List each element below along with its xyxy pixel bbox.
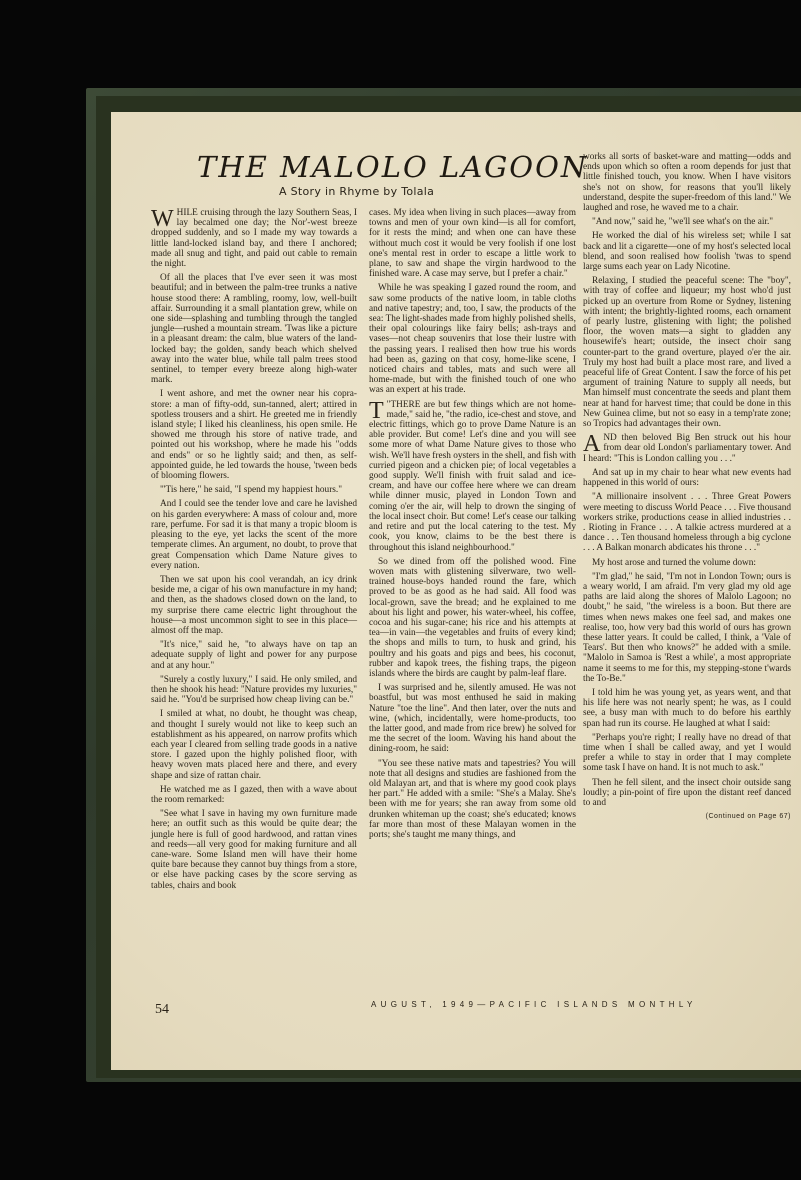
paragraph-text: While he was speaking I gazed round the room, and saw some products of the native loom, in table cloths and native tapestry; and, too, I saw, the products of the sea: The light-shades made from highly polished shells, their opal colourings like fairy bells; ash-trays and vases—not cheap souvenirs that lose their lustre with the passing years. I realised then how true his words had been as, gazing on that cosy, home-like scene, I noticed chairs and tables, mats and such were all home-made, but with the finished touch of one who was an expert at his trade. bbox=[369, 283, 576, 396]
paragraph bbox=[369, 397, 577, 553]
paragraph bbox=[151, 485, 357, 495]
paragraph-text: Of all the places that I've ever seen it was most beautiful; and in between the palm-tree trunks a native house stood there: A rambling, roomy, low, well-built affair. Surrounding it a small plantation grew, while on one side—splashing and tumbling through the tangled jungle—rushed a mountain stream. 'Twas like a picture in a pleasant dream: the calm, blue waters of the land-locked bay; the golden, sandy beach which shelved away into the water blue, while tall palm trees stood sentinel, to temper every breeze along high-water mark. bbox=[151, 273, 357, 386]
paragraph bbox=[369, 759, 576, 841]
magazine-page bbox=[111, 112, 801, 1070]
paragraph bbox=[151, 575, 357, 636]
paragraph bbox=[151, 675, 357, 706]
paragraph-text: "It's nice," said he, "to always have on tap an adequate supply of light and power for any purpose and at any hour." bbox=[151, 640, 357, 671]
continued-note: (Continued on Page 67) bbox=[705, 813, 791, 821]
paragraph-text: I was surprised and he, silently amused. He was not boastful, but was most enthused he said in making Nature "toe the line". And then later, over the nuts and wine, (which, incidentally, were home-products, too the latter good, and made from rice brew) he solved for me the secret of the loom. Waving his hand about the dining-room, he said: bbox=[369, 683, 576, 755]
paragraph bbox=[151, 640, 357, 671]
paragraph-text: "See what I save in having my own furniture made here; an outfit such as this would be quite dear; the jungle here is full of good hardwood, and rattan vines and reeds—all very good for making furniture and all cane-ware. Some Island men will have their home quite bare because they cannot buy things from a store, or else have packing cases by the score serving as tables, chairs and book bbox=[151, 809, 357, 891]
paragraph-text: He watched me as I gazed, then with a wave about the room remarked: bbox=[151, 784, 357, 805]
article-subtitle: A Story in Rhyme by Tolala bbox=[279, 185, 435, 198]
paragraph-text: My host arose and turned the volume down: bbox=[592, 557, 756, 568]
paragraph-text: "Surely a costly luxury," I said. He only smiled, and then he shook his head: "Nature provides my luxuries," said he. "You'd be surprised how cheap living can be." bbox=[151, 674, 357, 706]
article-title: THE MALOLO LAGOON bbox=[197, 150, 589, 184]
page-number: 54 bbox=[155, 1002, 169, 1017]
paragraph bbox=[151, 389, 357, 481]
paragraph bbox=[369, 283, 576, 395]
paragraph-text: And I could see the tender love and care he lavished on his garden everywhere: A mass of colour and, more rare, perfume. For sad it is that many a tropic bloom is pleasing to the eye, yet lacks the scent of the more temperate climes. An argument, no doubt, to prove that great Compensation which Dame Nature gives to every nation. bbox=[151, 499, 357, 571]
paragraph-text: Then he fell silent, and the insect choir outside sang loudly; a pin-point of fire upon the distant reef danced to and bbox=[583, 777, 791, 808]
paragraph bbox=[151, 499, 357, 570]
paragraph-text: "A millionaire insolvent . . . Three Great Powers were meeting to discuss World Peace . . . Five thousand workers strike, productions cease in allied industries . . . Rioting in France . . . A talkie actress murdered at a dance . . . Ten thousand homeless through a big cyclone . . . A Balkan monarch abdicates his throne . . ." bbox=[583, 492, 791, 554]
paragraph-text: I smiled at what, no doubt, he thought was cheap, and thought I surely would not like to keep such an establishment as his appeared, on narrow profits which each year I cleared from selling trade goods in a native store. I gazed upon the highly polished floor, with heavy woven mats placed here and there, and every shape and size of rattan chair. bbox=[151, 709, 357, 781]
text-column-1 bbox=[151, 208, 357, 994]
paragraph bbox=[583, 468, 791, 488]
paragraph bbox=[151, 208, 357, 269]
paragraph-text: He worked the dial of his wireless set; while I sat back and lit a cigarette—one of my host's selected local blend, and soon realised how foolish 'twas to spend large sums each year on Lady Nicotine. bbox=[583, 231, 791, 273]
drop-cap: W bbox=[151, 206, 174, 232]
running-footer: AUGUST, 1949—PACIFIC ISLANDS MONTHLY bbox=[371, 1000, 697, 1009]
paragraph bbox=[583, 778, 791, 809]
drop-cap: A bbox=[583, 431, 601, 458]
paragraph bbox=[583, 231, 791, 272]
paragraph bbox=[583, 433, 791, 464]
paragraph bbox=[583, 688, 791, 729]
paragraph-text: "And now," said he, "we'll see what's on the air." bbox=[592, 217, 774, 228]
paragraph bbox=[369, 557, 576, 679]
paragraph bbox=[583, 558, 791, 568]
paragraph bbox=[583, 152, 791, 213]
drop-cap: T bbox=[369, 397, 384, 424]
paragraph-text: "'Tis here," he said, "I spend my happiest hours." bbox=[160, 485, 343, 496]
paragraph-text: Relaxing, I studied the peaceful scene: The "boy", with tray of coffee and liqueur; my host who'd just picked up an overture from Rome or Sydney, listening with intent; the brightly-lighted rooms, each ornament of pearly lustre, glistening with light; the polished floor, the woven mats—a sight to gladden any housewife's heart; outside, the insect choir sang counter-part to the grand overture, played o'er the air. Truly my host had built a place most rare, and lived a peaceful life of Great Content. I saw the force of his pet argument of training Nature to supply all needs, but Man himself must concentrate the seeds and plant them near at hand for harvest time; that could be done in this New Guinea clime, but not so easy in a temp'rate zone; so Tropics had advantages their own. bbox=[583, 276, 791, 430]
text-column-3 bbox=[583, 152, 791, 997]
paragraph bbox=[151, 785, 357, 805]
paragraph bbox=[151, 709, 357, 780]
paragraph-text: HILE cruising through the lazy Southern Seas, I lay becalmed one day; the Nor'-west breeze dropped suddenly, and so I made my way towards a little land-locked island bay, and there I anchored; made all snug and tight, and paid out cable to remain the night. bbox=[151, 208, 357, 270]
paragraph bbox=[583, 733, 791, 774]
paragraph-text: "I'm glad," he said, "I'm not in London Town; ours is a weary world, I am afraid. I'm very glad my old age paths are laid along the shores of Malolo Lagoon; no doubt," he said, "the wireless is a boon. But there are times when news makes one feel sad, and makes one realise, too, how very bad this world of ours has grown these latter years. It could be called, I think, a 'Vale of Tears'. But then who knows?" he added with a smile. "Malolo in Samoa is 'Rest a while', a most appropriate name it seems to me for this, my stepping-stone t'wards the To-Be." bbox=[583, 571, 791, 684]
paragraph bbox=[151, 273, 357, 385]
paragraph-text: ND then beloved Big Ben struck out his hour from dear old London's parliamentary tower. And I heard: "This is London calling you . . ." bbox=[583, 433, 791, 464]
paragraph-text: I told him he was young yet, as years went, and that his life here was not nearly spent; he was, as I could see, a busy man with much to do before his earthly span had run its course. He laughed at what I said: bbox=[583, 687, 791, 729]
paragraph bbox=[369, 208, 576, 279]
paragraph-text: "THERE are but few things which are not home-made," said he, "the radio, ice-chest and stove, and electric fittings, which go to prove Dame Nature is an able provider. But come! Let's dine and you will see some more of what Dame Nature gives to those who wish. We'll have fresh oysters in the shell, and fish with curried pigeon and a chicken pie; of local vegetables a good supply. We'll finish with fruit salad and ice-cream, and have our coffee here where we can dream while dinner music, played in London Town and coming o'er the air, will help to drown the singing of the local insect choir. But come! Let's cease our talking and retire and put the local catering to the test. My cook, you know, claims to be the best there is throughout this island neighbourhood." bbox=[369, 399, 577, 553]
paragraph bbox=[583, 492, 791, 553]
paragraph-text: "You see these native mats and tapestries? You will note that all designs and studies are fashioned from the old Malayan art, and that is where my good cook plays her part." He added with a smile: "She's a Malay. She's been with me for years; she ran away from some old drunken whiteman up the coast; she's educated; knows far more than most of these Malayan women in the ports; she's taught me many things, and bbox=[369, 758, 576, 840]
paragraph bbox=[583, 217, 791, 227]
paragraph-text: cases. My idea when living in such places—away from towns and men of your own kind—is all for comfort, for it rests the mind; and when one can have these without much cost it would be very foolish if one lost one's mental rest in order to escape a little work to plane, to saw and shape the virgin hardwood to the finished ware. A case may serve, but I prefer a chair." bbox=[369, 208, 576, 280]
paragraph bbox=[151, 809, 357, 891]
paragraph-text: And sat up in my chair to hear what new events had happened in this world of ours: bbox=[583, 467, 791, 489]
paragraph-text: Then we sat upon his cool verandah, an icy drink beside me, a cigar of his own manufacture in my hand; and then, as the shadows closed down on the land, to my surprise there came electric light throughout the house—a most uncommon sight to see in this place—almost off the map. bbox=[151, 574, 357, 636]
paragraph bbox=[369, 683, 576, 754]
paragraph-text: works all sorts of basket-ware and matting—odds and ends upon which so often a room depends for just that little finished touch, you know. When I have visitors she's not on show, for reasons that you'll likely understand, despite the super-freedom of this land." We laughed and rose, he waved me to a chair. bbox=[583, 152, 791, 214]
paragraph bbox=[583, 572, 791, 684]
paragraph bbox=[583, 276, 791, 429]
paragraph-text: "Perhaps you're right; I really have no dread of that time when I shall be called away, and yet I would prefer a while to stay in order that I may complete some task I have on hand. It is not much to ask." bbox=[583, 732, 791, 774]
text-column-2 bbox=[369, 208, 576, 1028]
paragraph-text: I went ashore, and met the owner near his copra-store: a man of fifty-odd, sun-tanned, alert; attired in spotless trousers and a shirt. He greeted me in friendly island style; I liked his cleanliness, his open smile. He showed me through his store of native trade, and pointed out his workshop, where he made his "odds and ends" or so he lightly said; and then, as self-appointed guide, he led towards the house, 'tween beds of blooming flowers. bbox=[151, 389, 357, 482]
paragraph-text: So we dined from off the polished wood. Fine woven mats with glistening silverware, two well-trained house-boys handed round the fare, which proved to be as good as he had said. All food was local-grown, save the bread; and he explained to me about his light and power, his water-wheel, his coffee, cocoa and his sugar-cane; his rice and his attempts at tea—in vain—the vegetables and fruits of every kind; the shops and mills to turn, to husk and grind, his poultry and his goats and pigs and bees, his coconut, rubber and kapok trees, the fishing traps, the pigeon islands where the birds are caught by palm-leaf flare. bbox=[369, 556, 576, 679]
